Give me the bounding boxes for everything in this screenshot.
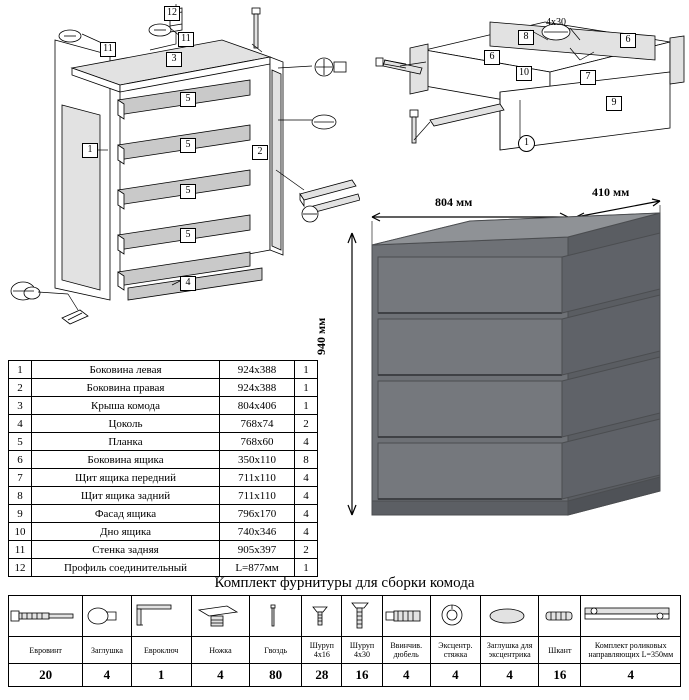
hardware-qty: 80	[250, 664, 302, 687]
screw-4x16-icon	[302, 596, 342, 637]
hardware-name: Шкант	[539, 637, 581, 664]
table-row	[9, 559, 318, 577]
table-row	[9, 451, 318, 469]
part-index: 5	[9, 433, 32, 451]
euro-screw-icon	[9, 596, 83, 637]
part-size: 905х397	[220, 541, 295, 559]
drawer-callout-1: 1	[518, 135, 535, 152]
part-qty: 1	[295, 397, 318, 415]
hardware-name: Заглушка для эксцентрика	[481, 637, 539, 664]
table-row	[9, 361, 318, 379]
drawer-callout-6-right: 6	[620, 33, 636, 48]
part-name: Фасад ящика	[32, 505, 220, 523]
callout-11-left: 11	[100, 42, 116, 57]
drawer-callout-8: 8	[518, 30, 534, 45]
hardware-name: Ножка	[191, 637, 249, 664]
hardware-name: Евроключ	[131, 637, 191, 664]
hardware-name: Комплект роликовых направляющих L=350мм	[581, 637, 681, 664]
part-name: Дно ящика	[32, 523, 220, 541]
callout-2: 2	[252, 145, 268, 160]
hardware-qty: 16	[539, 664, 581, 687]
part-name: Щит ящика задний	[32, 487, 220, 505]
drawer-screw-spec: 4x30	[546, 17, 566, 28]
part-size: 740х346	[220, 523, 295, 541]
part-index: 2	[9, 379, 32, 397]
callout-4: 4	[180, 276, 196, 291]
part-name: Цоколь	[32, 415, 220, 433]
part-qty: 8	[295, 451, 318, 469]
table-row	[9, 415, 318, 433]
part-qty: 4	[295, 505, 318, 523]
cap-icon	[83, 596, 131, 637]
table-row	[9, 541, 318, 559]
part-size: 804х406	[220, 397, 295, 415]
table-row	[9, 433, 318, 451]
part-index: 7	[9, 469, 32, 487]
hardware-name: Гвоздь	[250, 637, 302, 664]
callout-12: 12	[164, 6, 180, 21]
callout-3: 3	[166, 52, 182, 67]
part-name: Щит ящика передний	[32, 469, 220, 487]
part-name: Боковина правая	[32, 379, 220, 397]
hardware-name: Шуруп 4х30	[342, 637, 382, 664]
hardware-name: Эксцентр. стяжка	[430, 637, 480, 664]
callout-5-d: 5	[180, 228, 196, 243]
nail-icon	[250, 596, 302, 637]
callout-11-right: 11	[178, 32, 194, 47]
dowel-icon	[382, 596, 430, 637]
table-row	[9, 379, 318, 397]
euro-key-icon	[131, 596, 191, 637]
part-name: Боковина ящика	[32, 451, 220, 469]
part-qty: 1	[295, 361, 318, 379]
part-size: 350х110	[220, 451, 295, 469]
hardware-qty: 28	[302, 664, 342, 687]
hardware-qty: 4	[382, 664, 430, 687]
screw-4x30-icon	[342, 596, 382, 637]
part-name: Планка	[32, 433, 220, 451]
hardware-table	[8, 595, 681, 687]
part-index: 10	[9, 523, 32, 541]
hardware-name: Шуруп 4х16	[302, 637, 342, 664]
drawer-callout-7: 7	[580, 70, 596, 85]
part-index: 11	[9, 541, 32, 559]
part-size: 711х110	[220, 469, 295, 487]
hardware-qty: 4	[191, 664, 249, 687]
part-size: 768х74	[220, 415, 295, 433]
part-qty: 4	[295, 487, 318, 505]
part-size: L=877мм	[220, 559, 295, 577]
part-qty: 4	[295, 433, 318, 451]
slide-rail-icon	[581, 596, 681, 637]
parts-table-body	[9, 361, 318, 577]
part-index: 12	[9, 559, 32, 577]
part-name: Боковина левая	[32, 361, 220, 379]
hardware-qty: 16	[342, 664, 382, 687]
part-qty: 2	[295, 541, 318, 559]
hardware-name: Ввинчив. дюбель	[382, 637, 430, 664]
table-row	[9, 523, 318, 541]
hardware-kit-title: Комплект фурнитуры для сборки комода	[214, 575, 475, 591]
exploded-view-diagram	[0, 0, 360, 345]
hardware-qty: 1	[131, 664, 191, 687]
dimension-depth: 410 мм	[592, 185, 630, 199]
cam-cap-icon	[481, 596, 539, 637]
part-index: 1	[9, 361, 32, 379]
part-index: 8	[9, 487, 32, 505]
part-size: 768х60	[220, 433, 295, 451]
part-index: 4	[9, 415, 32, 433]
cam-lock-icon	[430, 596, 480, 637]
part-qty: 1	[295, 559, 318, 577]
hardware-qty: 4	[430, 664, 480, 687]
part-size: 924х388	[220, 379, 295, 397]
callout-5-a: 5	[180, 92, 196, 107]
callout-5-b: 5	[180, 138, 196, 153]
part-qty: 4	[295, 469, 318, 487]
drawer-callout-10: 10	[516, 66, 532, 81]
part-name: Стенка задняя	[32, 541, 220, 559]
part-index: 3	[9, 397, 32, 415]
table-row	[9, 487, 318, 505]
part-qty: 1	[295, 379, 318, 397]
callout-1: 1	[82, 143, 98, 158]
hardware-qty: 4	[481, 664, 539, 687]
leg-icon	[191, 596, 249, 637]
part-size: 924х388	[220, 361, 295, 379]
part-index: 6	[9, 451, 32, 469]
hardware-qty: 20	[9, 664, 83, 687]
part-name: Крыша комода	[32, 397, 220, 415]
hardware-qty: 4	[83, 664, 131, 687]
drawer-callout-9: 9	[606, 96, 622, 111]
table-row	[9, 469, 318, 487]
parts-table	[8, 360, 318, 577]
part-qty: 2	[295, 415, 318, 433]
dimensioned-chest-view	[314, 185, 689, 555]
part-qty: 4	[295, 523, 318, 541]
hardware-name: Заглушка	[83, 637, 131, 664]
dowel-pin-icon	[539, 596, 581, 637]
callout-5-c: 5	[180, 184, 196, 199]
drawer-callout-6-left: 6	[484, 50, 500, 65]
dimension-height: 940 мм	[314, 317, 328, 355]
part-index: 9	[9, 505, 32, 523]
part-size: 711х110	[220, 487, 295, 505]
part-name: Профиль соединительный	[32, 559, 220, 577]
table-row	[9, 505, 318, 523]
drawer-detail-diagram	[370, 0, 689, 165]
part-size: 796х170	[220, 505, 295, 523]
dimension-width: 804 мм	[435, 195, 473, 209]
hardware-name: Евровинт	[9, 637, 83, 664]
table-row	[9, 397, 318, 415]
hardware-qty: 4	[581, 664, 681, 687]
